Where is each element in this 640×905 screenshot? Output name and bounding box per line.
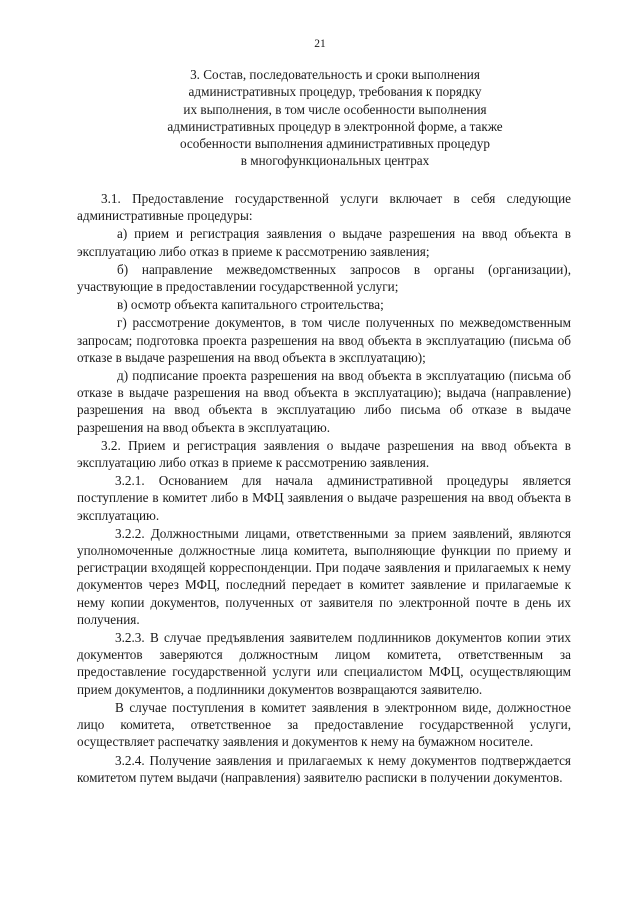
paragraph: в) осмотр объекта капитального строительства; (117, 297, 384, 313)
paragraph: 3.2.3. В случае предъявления заявителем подлинников документов копии этих документов заверяются должностным лицом комитета, ответственным за предоставление государственной услуги или специалистом МФЦ, осуществляющим прием документов, а подлинники документов возвращаются заявителю. (77, 630, 571, 697)
paragraph: г) рассмотрение документов, в том числе полученных по межведомственным запросам; подготовка проекта разрешения на ввод объекта в эксплуатацию (письма об отказе в выдаче разрешения на ввод объекта в эксплуатацию); (77, 315, 571, 365)
document-body (77, 190, 571, 787)
page-number: 21 (314, 38, 326, 50)
heading-line: особенности выполнения административных процедур (180, 136, 490, 152)
paragraph: д) подписание проекта разрешения на ввод объекта в эксплуатацию (письма об отказе в выдаче разрешения на ввод объекта в эксплуатацию); выдача (направление) разрешения на ввод объекта в эксплуатацию либо письма об отказе в выдаче разрешения на ввод объекта в эксплуатацию. (77, 368, 571, 435)
heading-line: административных процедур, требования к порядку (188, 84, 482, 100)
paragraph: В случае поступления в комитет заявления в электронном виде, должностное лицо комитета, ответственное за предоставление государственной услуги, осуществляет распечатку заявления и документов к нему на бумажном носителе. (77, 699, 571, 750)
paragraph: 3.2. Прием и регистрация заявления о выдаче разрешения на ввод объекта в эксплуатацию либо отказ в приеме к рассмотрению заявления. (77, 437, 571, 471)
paragraph: б) направление межведомственных запросов в органы (организации), участвующие в предоставлении государственной услуги; (77, 261, 571, 295)
heading-line: 3. Состав, последовательность и сроки выполнения (190, 67, 480, 82)
heading-line: административных процедур в электронной форме, а также (167, 118, 503, 134)
heading-line: их выполнения, в том числе особенности выполнения (183, 101, 487, 117)
paragraph: 3.1. Предоставление государственной услуги включает в себя следующие административные процедуры: (77, 191, 571, 224)
paragraph: а) прием и регистрация заявления о выдаче разрешения на ввод объекта в эксплуатацию либо отказ в приеме к рассмотрению заявления; (77, 226, 571, 259)
paragraph: 3.2.4. Получение заявления и прилагаемых к нему документов подтверждается комитетом путем выдачи (направления) заявителю расписки в получении документов. (77, 752, 571, 785)
heading-line: в многофункциональных центрах (240, 153, 430, 169)
paragraph: 3.2.2. Должностными лицами, ответственными за прием заявлений, являются уполномоченные должностные лица комитета, выполняющие функции по приему и регистрации входящей корреспонденции. При подаче заявления и прилагаемых к нему документов через МФЦ, последний передает в комитет заявление и прилагаемые к нему копии документов, полученных от заявителя по электронной почте в день их получения. (77, 525, 571, 627)
paragraph: 3.2.1. Основанием для начала административной процедуры является поступление в комитет либо в МФЦ заявления о выдаче разрешения на ввод объекта в эксплуатацию. (77, 473, 571, 523)
section-heading (140, 66, 530, 170)
